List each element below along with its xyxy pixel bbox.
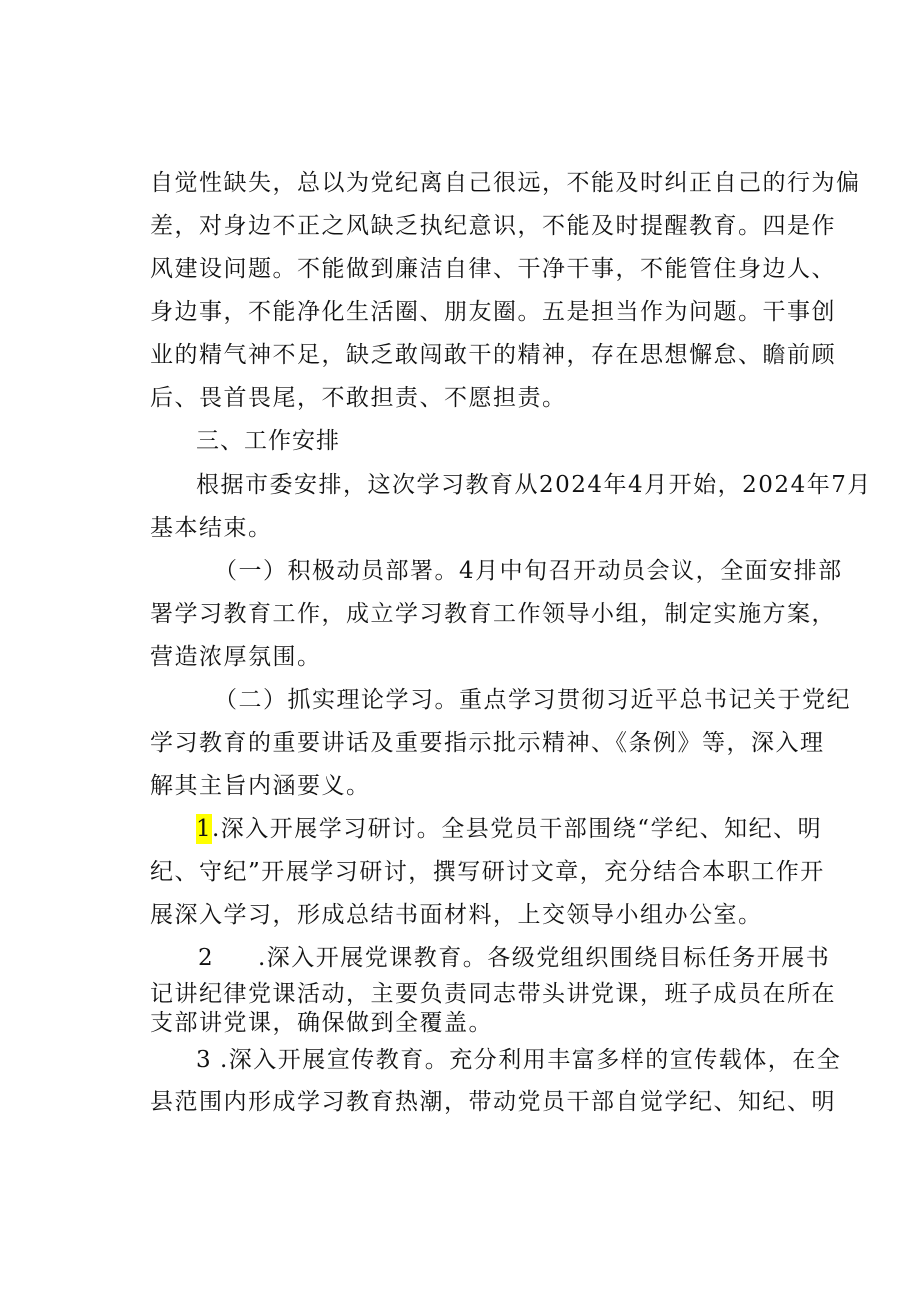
- list-item-line: .深入开展学习研讨。全县党员干部围绕“学纪、知纪、明: [212, 816, 823, 842]
- list-item-line: .深入开展党课教育。各级党组织围绕目标任务开展书: [258, 945, 831, 971]
- body-text-line: 记讲纪律党课活动，主要负责同志带头讲党课，班子成员在所在: [150, 981, 836, 1007]
- body-text-line: 县范围内形成学习教育热潮，带动党员干部自觉学纪、知纪、明: [150, 1089, 836, 1115]
- body-text-line: 后、畏首畏尾，不敢担责、不愿担责。: [150, 385, 567, 411]
- body-text-line: 风建设问题。不能做到廉洁自律、干净干事，不能管住身边人、: [150, 256, 836, 282]
- item-number: 1: [196, 816, 213, 842]
- body-text-line: 支部讲党课，确保做到全覆盖。: [150, 1010, 493, 1036]
- body-text-line: 基本结束。: [150, 515, 273, 541]
- body-text-line: 署学习教育工作，成立学习教育工作领导小组，制定实施方案，: [150, 601, 836, 627]
- body-text-line: 业的精气神不足，缺乏敢闯敢干的精神，存在思想懈怠、瞻前顾: [150, 342, 836, 368]
- item-number: 2: [198, 945, 215, 971]
- body-text-line: 解其主旨内涵要义。: [150, 773, 371, 799]
- body-text-line: 纪、守纪”开展学习研讨，撰写研讨文章，充分结合本职工作开: [150, 859, 825, 885]
- item-number: 3: [196, 1047, 213, 1073]
- list-item-line: .深入开展宣传教育。充分利用丰富多样的宣传载体，在全: [220, 1047, 842, 1073]
- body-text-line: 营造浓厚氛围。: [150, 644, 322, 670]
- body-text-line: 展深入学习，形成总结书面材料，上交领导小组办公室。: [150, 902, 763, 928]
- subsection-line: （二）抓实理论学习。重点学习贯彻习近平总书记关于党纪: [214, 687, 851, 713]
- body-text-line: 身边事，不能净化生活圈、朋友圈。五是担当作为问题。干事创: [150, 299, 836, 325]
- body-text-line: 差，对身边不正之风缺乏执纪意识，不能及时提醒教育。四是作: [150, 213, 836, 239]
- subsection-line: （一）积极动员部署。4月中旬召开动员会议，全面安排部: [214, 558, 843, 584]
- body-text-line: 根据市委安排，这次学习教育从2024年4月开始，2024年7月: [196, 472, 872, 498]
- body-text-line: 学习教育的重要讲话及重要指示批示精神、《条例》等，深入理: [150, 730, 825, 756]
- section-heading: 三、工作安排: [196, 428, 340, 454]
- body-text-line: 自觉性缺失，总以为党纪离自己很远，不能及时纠正自己的行为偏: [150, 170, 861, 196]
